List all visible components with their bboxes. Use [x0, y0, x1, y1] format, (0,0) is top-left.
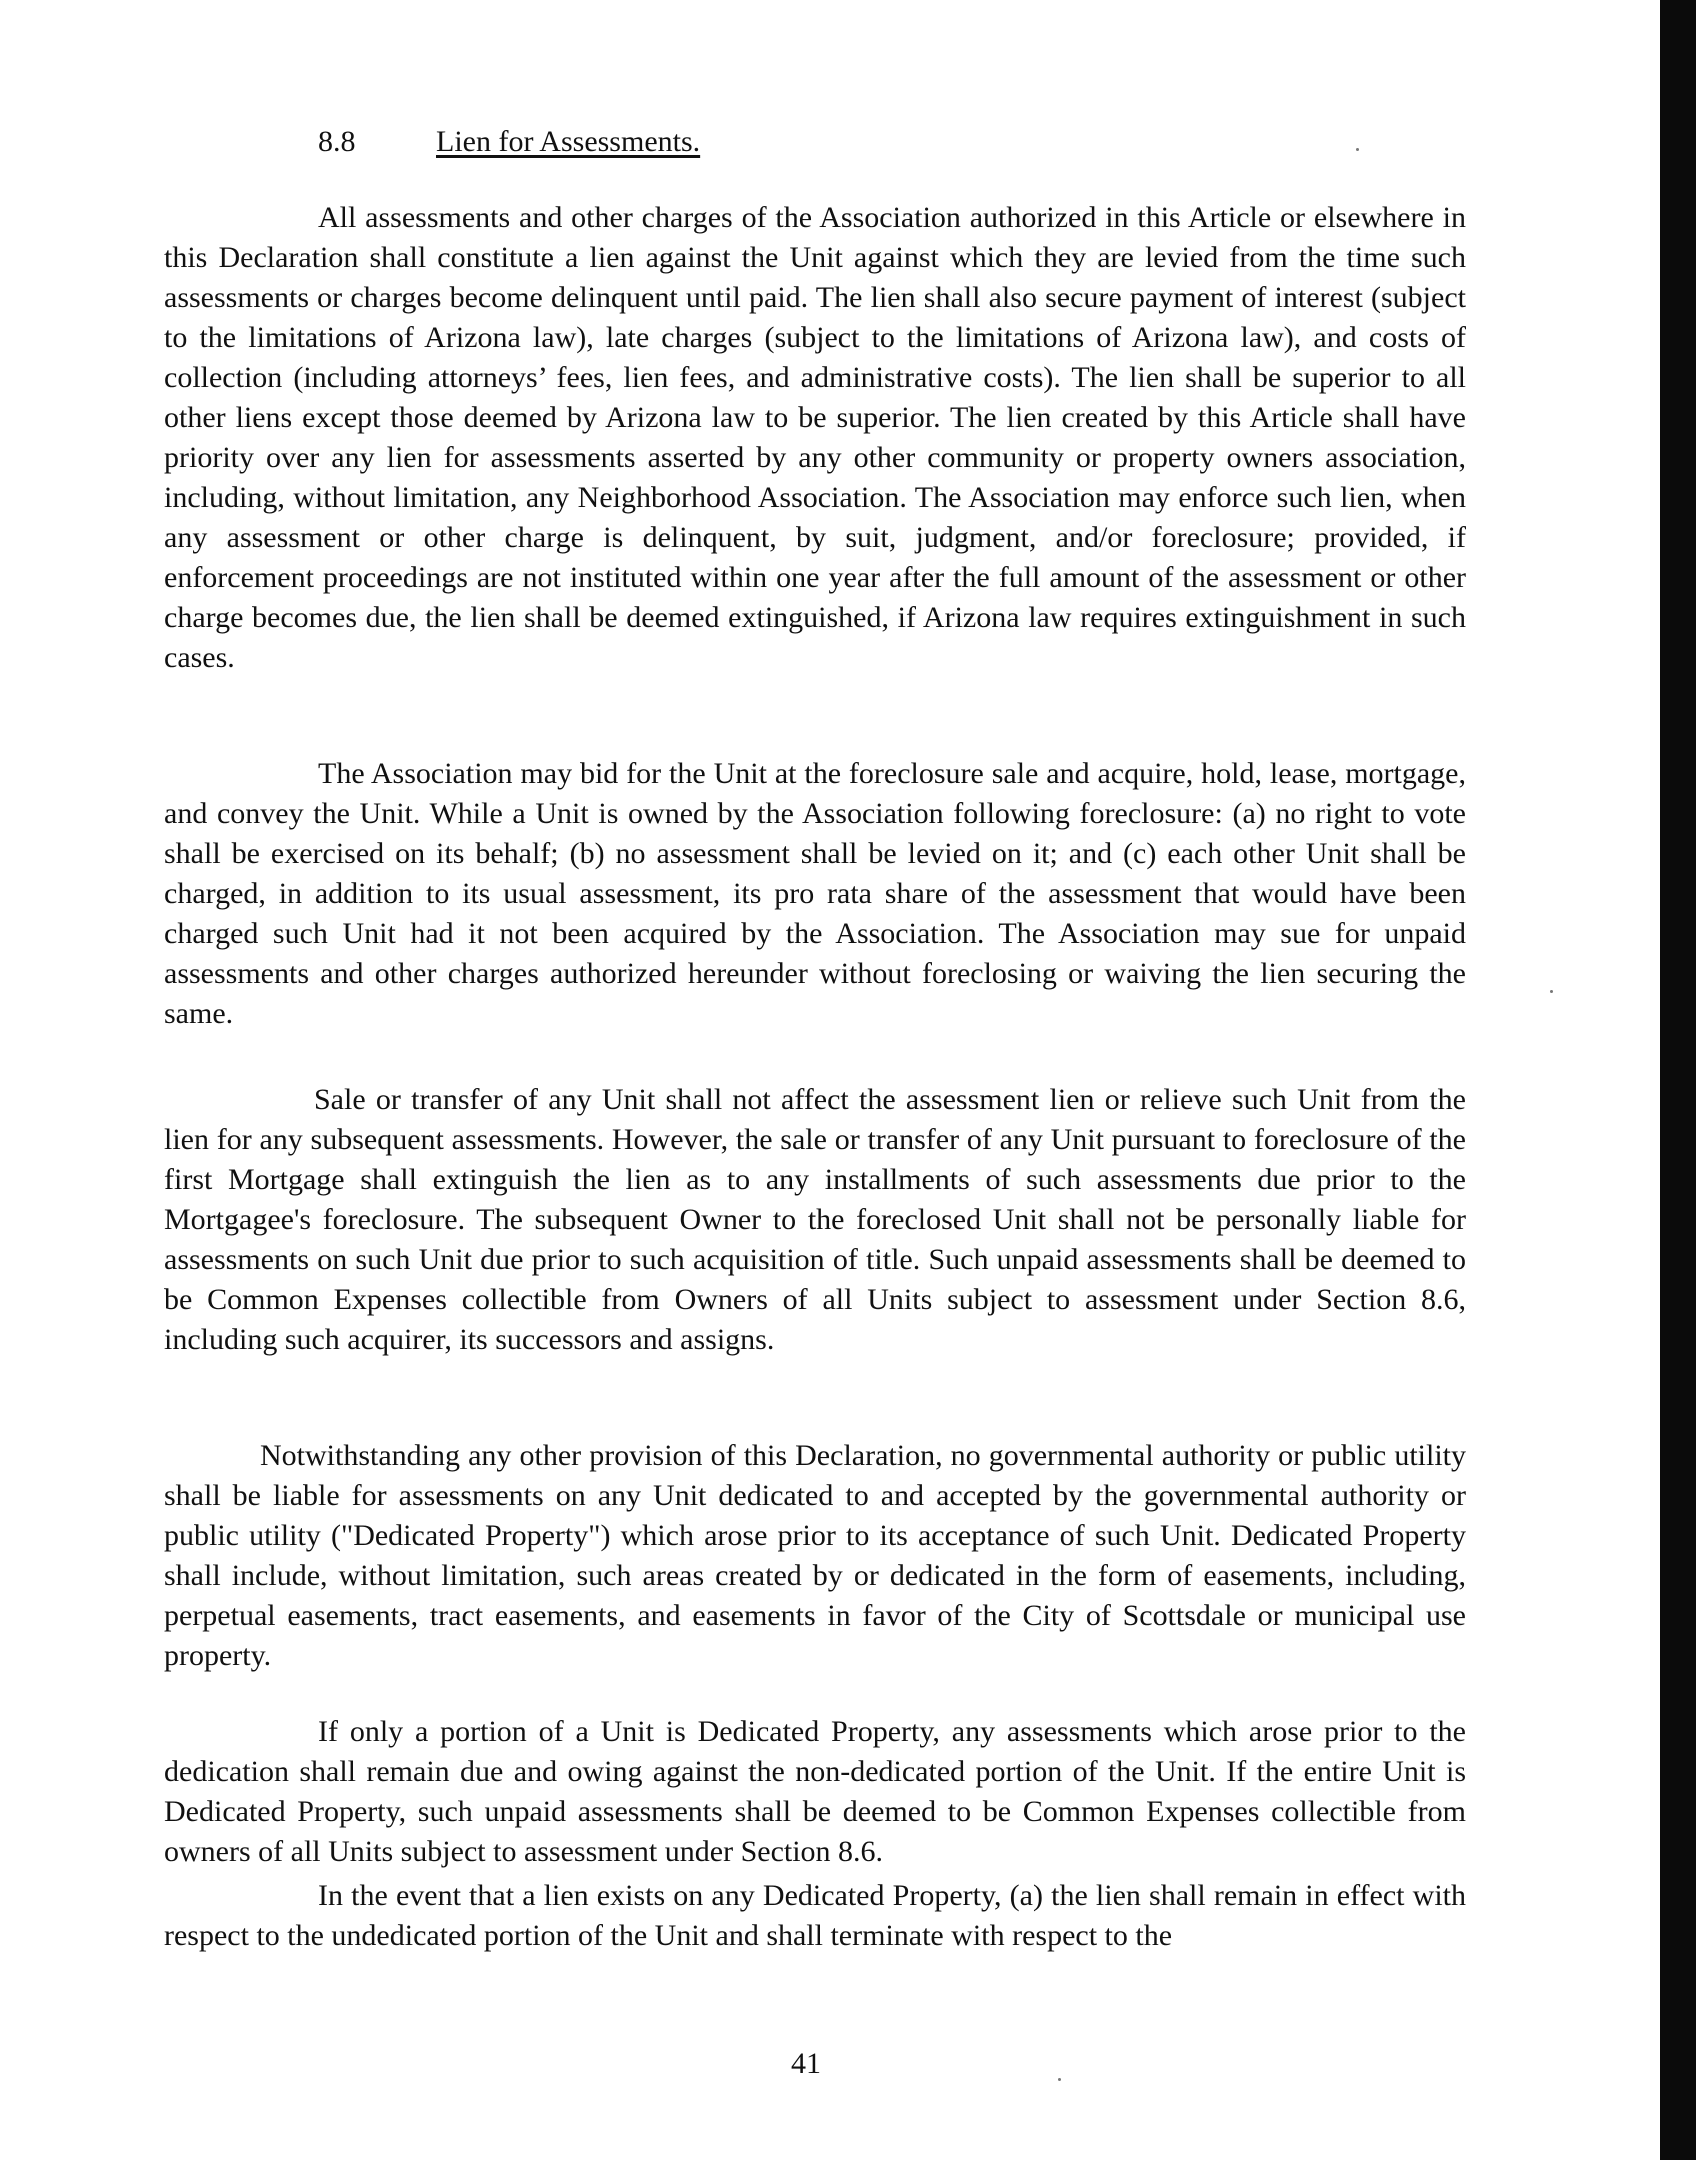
- scan-speck: [1058, 2078, 1061, 2081]
- paragraph-lien-scope: All assessments and other charges of the Association authorized in this Article or elsewhere in this Declaration shall constitute a lien against the Unit against which they are levied from the time such assessments or charges become delinquent until paid. The lien shall also secure payment of interest (subject to the limitations of Arizona law), late charges (subject to the limitations of Arizona law), and costs of collection (including attorneys’ fees, lien fees, and administrative costs). The lien shall be superior to all other liens except those deemed by Arizona law to be superior. The lien created by this Article shall have priority over any lien for assessments asserted by any other community or property owners association, including, without limitation, any Neighborhood Association. The Association may enforce such lien, when any assessment or other charge is delinquent, by suit, judgment, and/or foreclosure; provided, if enforcement proceedings are not instituted within one year after the full amount of the assessment or other charge becomes due, the lien shall be deemed extinguished, if Arizona law requires extinguishment in such cases.: [164, 201, 1466, 674]
- paragraph-foreclosure-bid: The Association may bid for the Unit at the foreclosure sale and acquire, hold, lease, mortgage, and convey the Unit. While a Unit is owned by the Association following foreclosure: (a) no right to vote shall be exercised on its behalf; (b) no assessment shall be levied on it; and (c) each other Unit shall be charged, in addition to its usual assessment, its pro rata share of the assessment that would have been charged such Unit had it not been acquired by the Association. The Association may sue for unpaid assessments and other charges authorized hereunder without foreclosing or waiving the lien securing the same.: [164, 757, 1466, 1030]
- scan-dark-edge: [1660, 0, 1696, 2160]
- scan-speck: [1356, 148, 1359, 151]
- paragraph-lien-on-dedicated-property: [164, 1876, 1466, 1956]
- paragraph-continued-text: In the event that a lien exists on any Dedicated Property, (a) the lien shall remain in effect with respect to the undedicated portion of the Unit and shall terminate with respect to the: [164, 1879, 1466, 1952]
- paragraph-partial-dedication: If only a portion of a Unit is Dedicated Property, any assessments which arose prior to the dedication shall remain due and owing against the non-dedicated portion of the Unit. If the entire Unit is Dedicated Property, such unpaid assessments shall be deemed to be Common Expenses collectible from owners of all Units subject to assessment under Section 8.6.: [164, 1715, 1466, 1868]
- section-number: 8.8: [318, 125, 356, 158]
- paragraph-dedicated-property: Notwithstanding any other provision of this Declaration, no governmental authority or public utility shall be liable for assessments on any Unit dedicated to and accepted by the governmental authority or public utility ("Dedicated Property") which arose prior to its acceptance of such Unit. Dedicated Property shall include, without limitation, such areas created by or dedicated in the form of easements, including, perpetual easements, tract easements, and easements in favor of the City of Scottsdale or municipal use property.: [164, 1439, 1466, 1672]
- page-number: 41: [791, 2047, 821, 2080]
- paragraph-sale-transfer: Sale or transfer of any Unit shall not affect the assessment lien or relieve such Unit from the lien for any subsequent assessments. However, the sale or transfer of any Unit pursuant to foreclosure of the first Mortgage shall extinguish the lien as to any installments of such assessments due prior to the Mortgagee's foreclosure. The subsequent Owner to the foreclosed Unit shall not be personally liable for assessments on such Unit due prior to such acquisition of title. Such unpaid assessments shall be deemed to be Common Expenses collectible from Owners of all Units subject to assessment under Section 8.6, including such acquirer, its successors and assigns.: [164, 1083, 1466, 1356]
- section-heading: [318, 122, 700, 162]
- scan-speck: [1550, 990, 1553, 993]
- section-title: Lien for Assessments.: [436, 125, 701, 158]
